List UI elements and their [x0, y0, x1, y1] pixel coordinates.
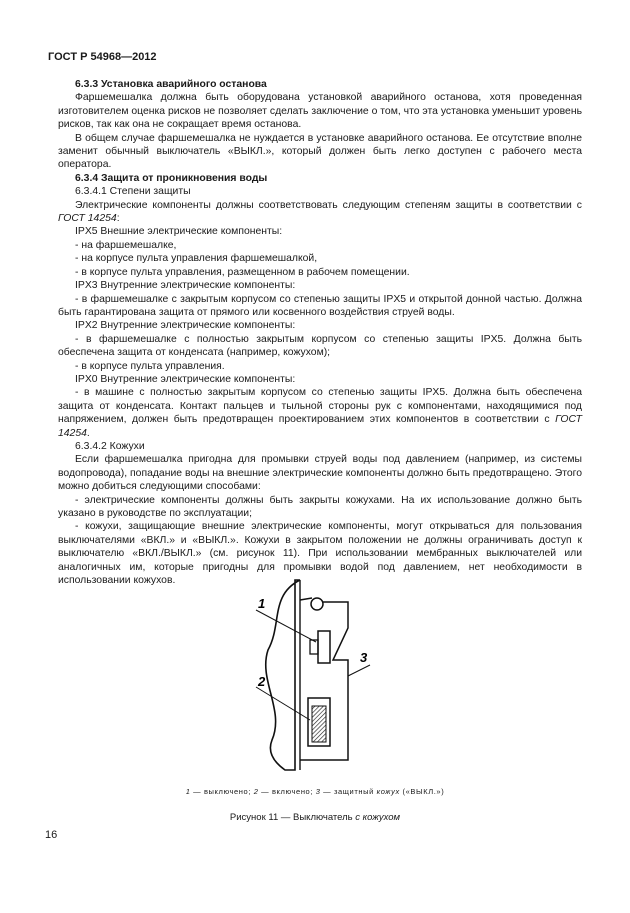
list-item: - в корпусе пульта управления, размещенном в рабочем помещении.	[75, 266, 410, 278]
standard-header: ГОСТ Р 54968—2012	[48, 51, 157, 63]
standard-reference: ГОСТ 14254	[58, 213, 117, 225]
paragraph: Фаршемешалка должна быть оборудована установкой аварийного останова, хотя проведенная изготовителем оценка рисков не позволяет сделать заключение о том, что эта установка уменьшит уровень рисков, так как она не сокращает время останова.	[58, 92, 582, 131]
standard-reference: ГОСТ 14254	[58, 414, 582, 439]
legend-text: — выключено;	[190, 787, 254, 796]
list-item: - на фаршемешалке,	[75, 239, 177, 251]
switch-on-hatched	[312, 706, 326, 742]
legend-number: 1	[185, 787, 191, 796]
hinge-icon	[311, 598, 323, 610]
switch-cover-figure	[230, 570, 390, 775]
ipx0-text: - в машине с полностью закрытым корпусом со степенью защиты IPX5. Должна быть обеспечена защита от конденсата. Контакт пальцев и тыльной стороны рук с компонентами, находящимися под напряжением, должен быть предотвращен проектированием этих компонентов в соответствии с	[58, 387, 582, 426]
caption-text: Рисунок 11 — Выключатель	[229, 812, 356, 823]
legend-number: 3	[315, 787, 321, 796]
ipx3-heading: IPX3 Внутренние электрические компоненты:	[75, 280, 296, 292]
list-item: - в фаршемешалке с закрытым корпусом со степенью защиты IPX5 и открытой донной частью. Должна быть гарантирована защита от прямого или косвенного воздействия струей воды.	[58, 293, 582, 318]
section-heading-6-3-3: 6.3.3 Установка аварийного останова	[75, 79, 267, 90]
ipx5-heading: IPX5 Внешние электрические компоненты:	[75, 226, 283, 238]
switch-off	[318, 631, 330, 663]
figure-label-1: 1	[258, 596, 266, 611]
list-item: - в корпусе пульта управления.	[75, 360, 225, 372]
caption-italic: с кожухом	[355, 812, 401, 823]
legend-text: — включено;	[258, 787, 316, 796]
page-number: 16	[45, 829, 58, 841]
body-text	[58, 78, 582, 587]
machine-wall	[266, 580, 300, 770]
legend-number: 2	[253, 787, 259, 796]
list-item: - на корпусе пульта управления фаршемешалкой,	[75, 253, 318, 265]
punctuation: .	[86, 427, 90, 439]
figure-legend	[0, 787, 630, 796]
list-item	[58, 386, 582, 440]
ipx0-heading: IPX0 Внутренние электрические компоненты:	[75, 373, 296, 385]
list-item: - кожухи, защищающие внешние электрические компоненты, могут открываться для пользования выключателями «ВКЛ.» и «ВЫКЛ.». Кожухи в закрытом положении не должны ограничивать доступ к выключателю «ВКЛ./ВЫКЛ.» (см. рисунок 11). При использовании мембранных выключателей или аналогичных им, которые пригодны для промывки водой под давлением, нет необходимости в использовании кожухов.	[58, 521, 582, 587]
subsection-heading: 6.3.4.1 Степени защиты	[75, 186, 191, 198]
paragraph: В общем случае фаршемешалка не нуждается в установке аварийного останова. Ее отсутствие вполне заменит обычный выключатель «ВЫКЛ.», который должен быть легко доступен с рабочего места оператора.	[58, 132, 582, 171]
punctuation: :	[116, 213, 120, 225]
list-item: - в фаршемешалке с полностью закрытым корпусом со степенью защиты IPX5. Должна быть обеспечена защита от конденсата (например, кожухом);	[58, 333, 582, 359]
legend-text: («ВЫКЛ.»)	[399, 787, 445, 796]
figure-label-3: 3	[360, 650, 368, 665]
section-heading-6-3-4: 6.3.4 Защита от проникновения воды	[75, 172, 268, 184]
legend-italic: кожух	[376, 787, 400, 796]
ipx2-heading: IPX2 Внутренние электрические компоненты:	[75, 320, 296, 332]
intro-text: Электрические компоненты должны соответствовать следующим степеням защиты в соответствии с	[75, 199, 582, 211]
figure-caption	[0, 812, 630, 823]
list-item: - электрические компоненты должны быть закрыты кожухами. На их использование должно быть указано в руководстве по эксплуатации;	[58, 494, 582, 519]
paragraph: Если фаршемешалка пригодна для промывки струей воды под давлением (например, из системы водопровода), попадание воды на внешние электрические компоненты должно быть предотвращено. Этого можно добиться следующими способами:	[58, 454, 582, 493]
switch-off-base	[310, 640, 318, 654]
paragraph	[58, 199, 582, 226]
legend-text: — защитный	[320, 787, 377, 796]
subsection-heading: 6.3.4.2 Кожухи	[75, 440, 145, 452]
figure-label-2: 2	[258, 674, 266, 689]
